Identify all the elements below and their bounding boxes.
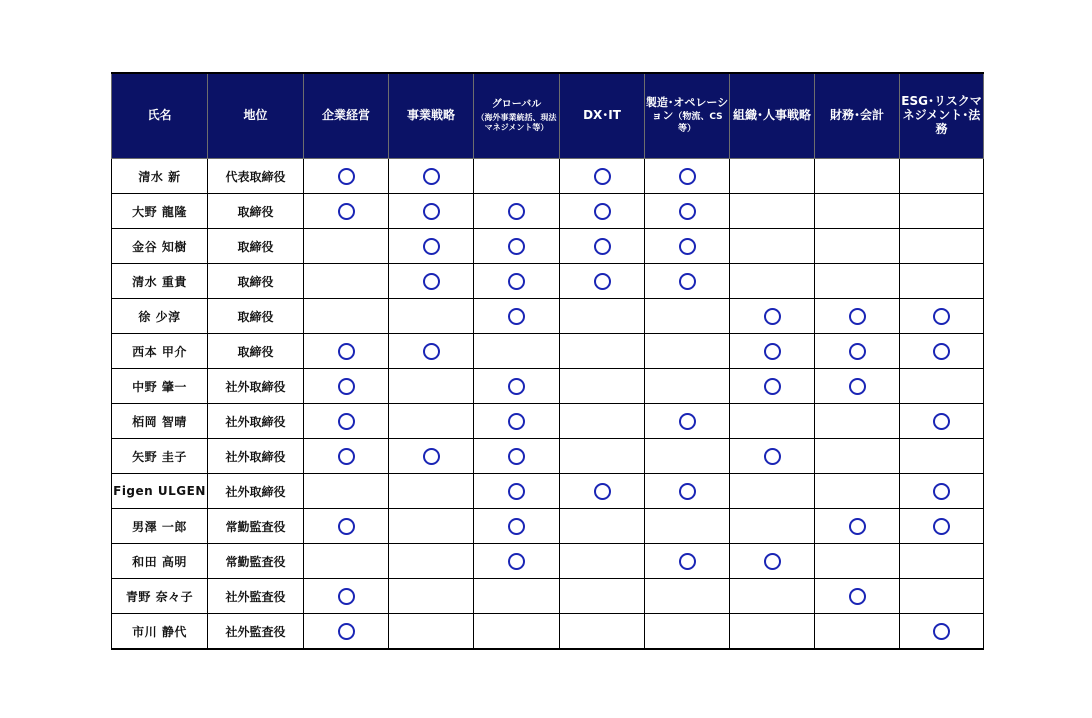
director-name: 市川 静代 — [112, 614, 208, 650]
director-position: 社外取締役 — [208, 474, 304, 509]
skill-cell — [645, 369, 730, 404]
skill-cell — [474, 404, 560, 439]
skill-mark-circle-icon — [764, 308, 781, 325]
skill-cell — [560, 369, 645, 404]
skill-cell — [304, 544, 389, 579]
skill-cell — [389, 509, 474, 544]
header-global-title: グローバル — [491, 99, 542, 111]
skill-cell — [304, 194, 389, 229]
skill-cell — [560, 544, 645, 579]
skill-mark-circle-icon — [594, 483, 611, 500]
skill-mark-circle-icon — [679, 168, 696, 185]
skill-cell — [815, 579, 900, 614]
matrix-body — [112, 159, 984, 650]
director-position: 常勤監査役 — [208, 509, 304, 544]
skill-mark-circle-icon — [764, 553, 781, 570]
skill-cell — [304, 369, 389, 404]
skill-cell — [304, 264, 389, 299]
skill-cell — [560, 404, 645, 439]
skill-cell — [560, 159, 645, 194]
skill-cell — [474, 369, 560, 404]
skill-cell — [560, 439, 645, 474]
skill-cell — [900, 194, 984, 229]
header-manufacturing-operations — [645, 73, 730, 159]
skill-cell — [900, 369, 984, 404]
skill-cell — [730, 159, 815, 194]
skill-mark-circle-icon — [679, 273, 696, 290]
skill-cell — [560, 334, 645, 369]
header-name: 氏名 — [112, 73, 208, 159]
skill-mark-circle-icon — [933, 413, 950, 430]
skill-mark-circle-icon — [423, 343, 440, 360]
skill-mark-circle-icon — [679, 483, 696, 500]
skill-mark-circle-icon — [338, 378, 355, 395]
skill-cell — [815, 334, 900, 369]
skill-cell — [645, 579, 730, 614]
header-manufacturing-title: 製造･オペレーション — [645, 96, 729, 122]
skill-mark-circle-icon — [338, 343, 355, 360]
skill-cell — [389, 159, 474, 194]
skill-mark-circle-icon — [508, 448, 525, 465]
director-name: 青野 奈々子 — [112, 579, 208, 614]
skill-cell — [645, 614, 730, 650]
skill-mark-circle-icon — [849, 308, 866, 325]
skill-mark-circle-icon — [508, 238, 525, 255]
skill-cell — [389, 194, 474, 229]
skill-cell — [900, 159, 984, 194]
table-row — [112, 404, 984, 439]
skill-cell — [815, 614, 900, 650]
director-name: 男澤 一郎 — [112, 509, 208, 544]
skill-cell — [389, 614, 474, 650]
skill-mark-circle-icon — [338, 623, 355, 640]
table-row — [112, 474, 984, 509]
skill-mark-circle-icon — [594, 168, 611, 185]
skill-cell — [560, 474, 645, 509]
skill-mark-circle-icon — [594, 203, 611, 220]
skill-cell — [900, 544, 984, 579]
header-row — [112, 73, 984, 159]
director-name: 西本 甲介 — [112, 334, 208, 369]
skill-cell — [474, 229, 560, 264]
skill-cell — [900, 509, 984, 544]
skill-cell — [730, 614, 815, 650]
director-name: Figen ULGEN — [112, 474, 208, 509]
skill-mark-circle-icon — [933, 343, 950, 360]
table-row — [112, 369, 984, 404]
director-position: 社外取締役 — [208, 369, 304, 404]
skill-mark-circle-icon — [423, 448, 440, 465]
skill-cell — [304, 404, 389, 439]
skill-cell — [645, 229, 730, 264]
skill-cell — [389, 369, 474, 404]
table-row — [112, 544, 984, 579]
skill-cell — [304, 614, 389, 650]
skill-mark-circle-icon — [508, 483, 525, 500]
skill-cell — [304, 334, 389, 369]
skill-cell — [900, 439, 984, 474]
skill-cell — [815, 544, 900, 579]
director-position: 取締役 — [208, 334, 304, 369]
skill-cell — [560, 299, 645, 334]
director-name: 中野 肇一 — [112, 369, 208, 404]
skill-cell — [474, 509, 560, 544]
skill-cell — [474, 264, 560, 299]
skill-mark-circle-icon — [933, 623, 950, 640]
skill-cell — [815, 194, 900, 229]
director-position: 代表取締役 — [208, 159, 304, 194]
skill-cell — [645, 334, 730, 369]
skill-cell — [304, 439, 389, 474]
skill-cell — [730, 404, 815, 439]
skill-cell — [389, 544, 474, 579]
skill-cell — [645, 194, 730, 229]
skill-cell — [304, 299, 389, 334]
skill-mark-circle-icon — [764, 343, 781, 360]
skill-cell — [645, 439, 730, 474]
skill-cell — [730, 544, 815, 579]
skill-mark-circle-icon — [423, 168, 440, 185]
skill-mark-circle-icon — [679, 413, 696, 430]
skill-cell — [389, 264, 474, 299]
director-position: 社外監査役 — [208, 614, 304, 650]
skill-cell — [900, 299, 984, 334]
header-manufacturing-sub: （物流、CS等） — [673, 111, 723, 135]
header-dx-it: DX･IT — [560, 73, 645, 159]
director-position: 取締役 — [208, 299, 304, 334]
skill-cell — [474, 299, 560, 334]
skill-mark-circle-icon — [679, 553, 696, 570]
director-name: 栢岡 智晴 — [112, 404, 208, 439]
skill-mark-circle-icon — [933, 518, 950, 535]
skill-mark-circle-icon — [338, 518, 355, 535]
skill-cell — [900, 334, 984, 369]
director-position: 社外取締役 — [208, 404, 304, 439]
skill-mark-circle-icon — [933, 483, 950, 500]
skill-cell — [730, 299, 815, 334]
skill-cell — [389, 474, 474, 509]
skill-cell — [389, 579, 474, 614]
skill-cell — [900, 474, 984, 509]
skill-mark-circle-icon — [338, 413, 355, 430]
skill-cell — [900, 404, 984, 439]
skill-cell — [900, 614, 984, 650]
skill-cell — [389, 334, 474, 369]
skill-cell — [474, 159, 560, 194]
skill-mark-circle-icon — [849, 343, 866, 360]
skill-cell — [474, 474, 560, 509]
skill-mark-circle-icon — [849, 518, 866, 535]
skill-cell — [815, 474, 900, 509]
skill-cell — [730, 474, 815, 509]
director-name: 清水 新 — [112, 159, 208, 194]
skill-cell — [730, 334, 815, 369]
skill-mark-circle-icon — [508, 378, 525, 395]
skill-cell — [560, 264, 645, 299]
skill-cell — [645, 509, 730, 544]
skill-cell — [815, 229, 900, 264]
skill-mark-circle-icon — [508, 308, 525, 325]
skill-mark-circle-icon — [594, 238, 611, 255]
skill-cell — [560, 509, 645, 544]
skill-mark-circle-icon — [338, 448, 355, 465]
skill-cell — [304, 474, 389, 509]
director-name: 矢野 圭子 — [112, 439, 208, 474]
skill-mark-circle-icon — [764, 448, 781, 465]
table-row — [112, 334, 984, 369]
director-position: 取締役 — [208, 264, 304, 299]
table-row — [112, 614, 984, 650]
skill-cell — [304, 509, 389, 544]
header-esg-risk-legal: ESG･リスクマネジメント･法務 — [900, 73, 984, 159]
director-name: 大野 龍隆 — [112, 194, 208, 229]
skill-matrix-table — [111, 72, 984, 650]
skill-mark-circle-icon — [423, 238, 440, 255]
skill-mark-circle-icon — [508, 518, 525, 535]
skill-cell — [560, 194, 645, 229]
header-corporate-management: 企業経営 — [304, 73, 389, 159]
skill-mark-circle-icon — [338, 588, 355, 605]
skill-cell — [474, 614, 560, 650]
skill-cell — [815, 299, 900, 334]
skill-mark-circle-icon — [508, 553, 525, 570]
skill-cell — [730, 369, 815, 404]
skill-mark-circle-icon — [849, 588, 866, 605]
skill-mark-circle-icon — [933, 308, 950, 325]
skill-cell — [815, 509, 900, 544]
skill-cell — [815, 264, 900, 299]
skill-cell — [645, 474, 730, 509]
skill-cell — [815, 404, 900, 439]
skill-cell — [900, 229, 984, 264]
header-global-sub: （海外事業統括、現法マネジメント等） — [476, 112, 557, 132]
skill-cell — [645, 544, 730, 579]
table-row — [112, 194, 984, 229]
director-position: 社外監査役 — [208, 579, 304, 614]
skill-mark-circle-icon — [508, 273, 525, 290]
header-hr-strategy: 組織･人事戦略 — [730, 73, 815, 159]
director-name: 徐 少淳 — [112, 299, 208, 334]
skill-cell — [730, 579, 815, 614]
skill-cell — [815, 159, 900, 194]
skill-mark-circle-icon — [338, 168, 355, 185]
director-position: 常勤監査役 — [208, 544, 304, 579]
skill-cell — [815, 369, 900, 404]
skill-cell — [645, 299, 730, 334]
skill-cell — [304, 159, 389, 194]
skill-cell — [730, 509, 815, 544]
director-name: 金谷 知樹 — [112, 229, 208, 264]
table-row — [112, 229, 984, 264]
skill-mark-circle-icon — [849, 378, 866, 395]
skill-cell — [304, 579, 389, 614]
skill-cell — [730, 229, 815, 264]
skill-cell — [730, 264, 815, 299]
table-row — [112, 439, 984, 474]
skill-mark-circle-icon — [423, 203, 440, 220]
skill-cell — [474, 194, 560, 229]
director-name: 和田 高明 — [112, 544, 208, 579]
skill-cell — [645, 264, 730, 299]
skill-cell — [730, 194, 815, 229]
skill-cell — [560, 229, 645, 264]
skill-cell — [900, 264, 984, 299]
skill-mark-circle-icon — [338, 203, 355, 220]
skill-cell — [560, 579, 645, 614]
skill-cell — [645, 159, 730, 194]
table-row — [112, 264, 984, 299]
skill-mark-circle-icon — [423, 273, 440, 290]
skill-mark-circle-icon — [508, 413, 525, 430]
skill-cell — [730, 439, 815, 474]
header-business-strategy: 事業戦略 — [389, 73, 474, 159]
header-global — [474, 73, 560, 159]
director-position: 社外取締役 — [208, 439, 304, 474]
skill-cell — [389, 439, 474, 474]
skill-cell — [474, 334, 560, 369]
skill-mark-circle-icon — [764, 378, 781, 395]
skill-cell — [900, 579, 984, 614]
skill-cell — [474, 579, 560, 614]
skill-cell — [474, 544, 560, 579]
skill-mark-circle-icon — [594, 273, 611, 290]
header-finance-accounting: 財務･会計 — [815, 73, 900, 159]
skill-mark-circle-icon — [508, 203, 525, 220]
skill-cell — [815, 439, 900, 474]
table-row — [112, 159, 984, 194]
table-row — [112, 299, 984, 334]
director-name: 清水 重貴 — [112, 264, 208, 299]
skill-cell — [389, 404, 474, 439]
header-position: 地位 — [208, 73, 304, 159]
director-position: 取締役 — [208, 229, 304, 264]
skill-cell — [645, 404, 730, 439]
skill-cell — [560, 614, 645, 650]
skill-cell — [474, 439, 560, 474]
skill-cell — [304, 229, 389, 264]
director-position: 取締役 — [208, 194, 304, 229]
table-row — [112, 579, 984, 614]
skill-mark-circle-icon — [679, 203, 696, 220]
skill-cell — [389, 229, 474, 264]
skill-mark-circle-icon — [679, 238, 696, 255]
skill-cell — [389, 299, 474, 334]
table-row — [112, 509, 984, 544]
